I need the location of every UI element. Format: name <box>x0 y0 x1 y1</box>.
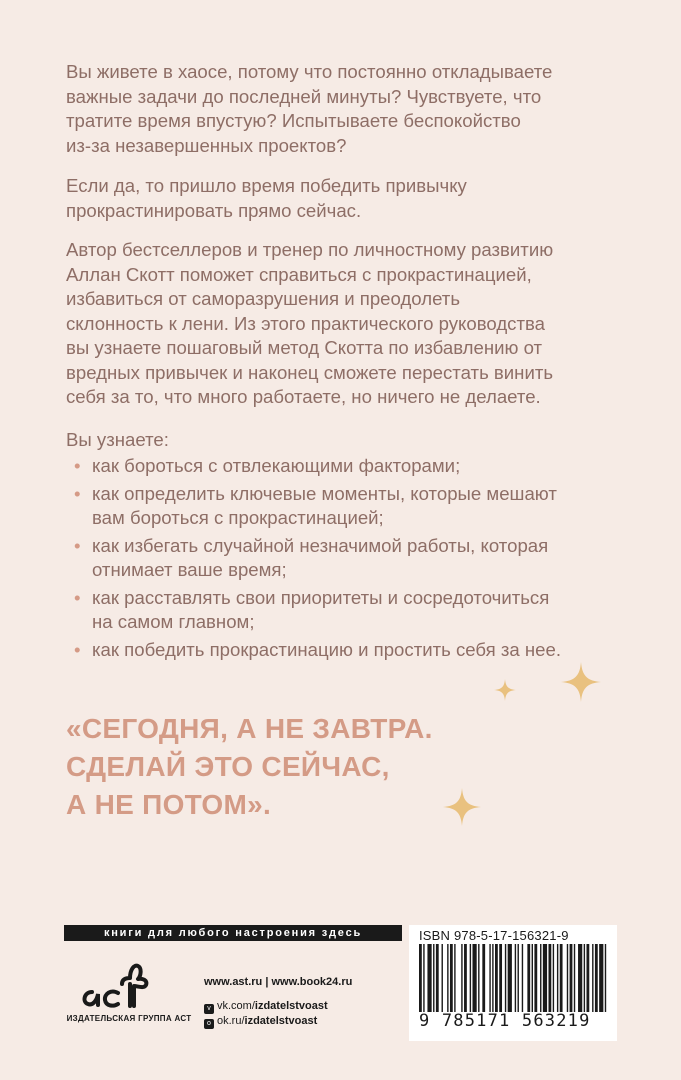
social-vk <box>204 1000 328 1014</box>
list-item <box>74 638 629 663</box>
quote-line: А НЕ ПОТОМ». <box>66 789 272 820</box>
list-heading <box>66 428 626 453</box>
paragraph-line: вредных привычек и наконец сможете перестать винить <box>66 361 554 383</box>
list-item-line: как бороться с отвлекающими факторами; <box>92 455 461 476</box>
ast-logo <box>78 958 166 1010</box>
tagline-bar: книги для любого настроения здесь <box>64 925 402 941</box>
list-item <box>74 482 629 531</box>
barcode-bar <box>423 944 424 1012</box>
paragraph-line: себя за то, что много работаете, но ничего не делаете. <box>66 386 541 407</box>
ast-logo-icon <box>78 958 166 1010</box>
paragraph-line: вы узнаете пошаговый метод Скотта по избавлению от <box>66 337 543 358</box>
list-item <box>74 454 629 479</box>
barcode-bar <box>540 944 541 1012</box>
barcode-bar <box>586 944 589 1012</box>
barcode-bar <box>605 944 606 1012</box>
barcode-bar <box>470 944 471 1012</box>
barcode-bar <box>574 944 575 1012</box>
barcode-bar <box>557 944 558 1012</box>
barcode-bar <box>508 944 512 1012</box>
sparkle-star-icon <box>443 785 481 829</box>
paragraph-question <box>66 174 626 223</box>
list-item-line: как расставлять свои приоритеты и сосредоточиться <box>92 586 550 608</box>
barcode-bar <box>595 944 598 1012</box>
barcode-bar <box>442 944 443 1012</box>
barcode-bar <box>464 944 467 1012</box>
website-links: www.ast.ru | www.book24.ru <box>204 976 353 988</box>
barcode-panel <box>409 925 617 1041</box>
list-item-line: вам бороться с прокрастинацией; <box>92 507 384 528</box>
barcode-bar <box>567 944 568 1012</box>
barcode-bar <box>436 944 439 1012</box>
barcode-bar <box>527 944 530 1012</box>
barcode-bar <box>578 944 582 1012</box>
barcode-digits: 9 785171 563219 <box>419 1011 591 1031</box>
barcode-bar <box>447 944 448 1012</box>
barcode-bar <box>584 944 585 1012</box>
barcode-bar <box>560 944 563 1012</box>
barcode-bar <box>489 944 490 1012</box>
sparkle-star-icon <box>494 679 516 701</box>
paragraph-line: Вы живете в хаосе, потому что постоянно откладываете <box>66 61 553 82</box>
list-item-line: как определить ключевые моменты, которые мешают <box>92 482 557 504</box>
barcode-bar <box>570 944 573 1012</box>
barcode-bar <box>543 944 547 1012</box>
paragraph-author <box>66 238 626 410</box>
barcode-bar <box>419 944 422 1012</box>
barcode-bar <box>522 944 523 1012</box>
barcode-bar <box>532 944 533 1012</box>
barcode-bar <box>427 944 431 1012</box>
list-item-line: как победить прокрастинацию и простить себя за нее. <box>92 638 562 660</box>
barcode-bar <box>472 944 476 1012</box>
barcode-bar <box>515 944 516 1012</box>
paragraph-intro <box>66 60 626 158</box>
paragraph-line: Автор бестселлеров и тренер по личностному развитию <box>66 239 554 260</box>
list-item-line: на самом главном; <box>92 611 255 632</box>
paragraph-line: из-за незавершенных проектов? <box>66 134 347 156</box>
isbn-label: ISBN 978-5-17-156321-9 <box>419 928 569 943</box>
barcode-bar <box>482 944 485 1012</box>
bullet-icon: • <box>74 534 81 556</box>
barcode-bar <box>450 944 453 1012</box>
barcode-bar <box>518 944 519 1012</box>
paragraph-line: избавиться от саморазрушения и преодолеть <box>66 288 461 309</box>
paragraph-line: тратите время впустую? Испытываете беспокойство <box>66 110 521 131</box>
publisher-name: ИЗДАТЕЛЬСКАЯ ГРУППА АСТ <box>66 1014 192 1023</box>
barcode-bar <box>592 944 593 1012</box>
barcode-bar <box>548 944 551 1012</box>
paragraph-line: склонность к лени. Из этого практического руководства <box>66 312 545 334</box>
bullet-icon: • <box>74 482 81 504</box>
list-item <box>74 586 629 635</box>
barcode-bar <box>454 944 455 1012</box>
barcode-bar <box>478 944 479 1012</box>
vk-icon: v <box>204 1004 214 1014</box>
social-prefix: vk.com/ <box>217 1000 255 1012</box>
social-handle: izdatelstvoast <box>254 1000 328 1012</box>
bullet-icon: • <box>74 586 81 608</box>
paragraph-line: прокрастинировать прямо сейчас. <box>66 199 362 221</box>
paragraph-line: важные задачи до последней минуты? Чувствуете, что <box>66 85 542 107</box>
social-ok <box>204 1015 317 1029</box>
barcode-bar <box>492 944 493 1012</box>
quote-line: «СЕГОДНЯ, А НЕ ЗАВТРА. <box>66 713 433 744</box>
barcode-bar <box>534 944 537 1012</box>
benefits-list <box>74 454 629 665</box>
barcode-bar <box>499 944 502 1012</box>
quote-line: СДЕЛАЙ ЭТО СЕЙЧАС, <box>66 751 390 782</box>
barcode-bar <box>553 944 554 1012</box>
list-item-line: как избегать случайной незначимой работы, которая <box>92 534 549 556</box>
bullet-icon: • <box>74 455 81 476</box>
barcode-bar <box>433 944 434 1012</box>
paragraph-line: Если да, то пришло время победить привычку <box>66 175 467 196</box>
list-heading-text: Вы узнаете: <box>66 429 169 450</box>
bullet-icon: • <box>74 638 81 660</box>
barcode-bar <box>599 944 603 1012</box>
list-item <box>74 534 629 583</box>
barcode-bar <box>461 944 462 1012</box>
barcode-bar <box>495 944 498 1012</box>
ok-icon: o <box>204 1019 214 1029</box>
list-item-line: отнимает ваше время; <box>92 559 287 580</box>
social-handle: izdatelstvoast <box>244 1015 318 1027</box>
pull-quote <box>66 710 433 824</box>
barcode-icon <box>419 944 609 1012</box>
barcode-bar <box>505 944 506 1012</box>
sparkle-star-icon <box>561 660 601 704</box>
social-prefix: ok.ru/ <box>217 1015 245 1027</box>
paragraph-line: Аллан Скотт поможет справиться с прокрастинацией, <box>66 263 532 285</box>
